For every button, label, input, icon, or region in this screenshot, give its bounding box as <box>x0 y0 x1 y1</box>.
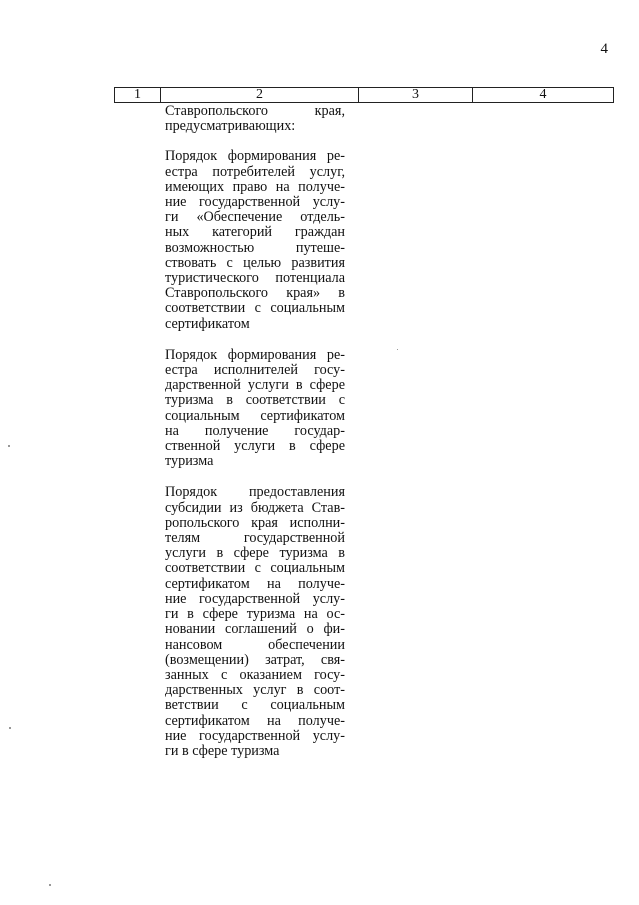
scan-speck <box>8 445 10 447</box>
paragraph-gap <box>165 469 345 485</box>
column-2-text <box>165 104 345 759</box>
paragraph-gap <box>165 332 345 348</box>
text-line: Порядок предоставления <box>165 484 345 501</box>
header-cell-1: 1 <box>115 88 161 102</box>
text-line: сертификатом на получе- <box>165 575 345 592</box>
text-line: дарственных услуг в соот- <box>165 682 345 699</box>
header-cell-4: 4 <box>539 87 547 102</box>
text-line: ропольского края исполни- <box>165 514 345 531</box>
text-line: соответствии с социальным <box>165 560 345 577</box>
text-line: Порядок формирования ре- <box>165 148 345 165</box>
header-cell-3: 3 <box>359 88 473 102</box>
text-line: сертификатом на получе- <box>165 712 345 729</box>
text-line: предусматривающих: <box>165 118 296 135</box>
scan-speck <box>9 727 11 729</box>
text-line: Порядок формирования ре- <box>165 346 345 363</box>
text-line: имеющих право на получе- <box>165 178 345 195</box>
text-line: телям государственной <box>165 530 345 547</box>
text-line: туризма в соответствии с <box>165 392 345 409</box>
text-line: ги «Обеспечение отдель- <box>165 209 345 226</box>
text-line: нансовом обеспечении <box>165 636 345 653</box>
paragraph-gap <box>165 134 345 149</box>
text-line: естра потребителей услуг, <box>165 163 345 180</box>
text-line: Ставропольского края, <box>165 103 345 119</box>
item-paragraph <box>165 149 345 331</box>
text-line: ствовать с целью развития <box>165 254 345 271</box>
text-line: естра исполнителей госу- <box>165 362 345 379</box>
text-line: сертификатом <box>165 315 250 332</box>
document-items <box>165 149 345 759</box>
text-line: услуги в сфере туризма в <box>165 545 345 562</box>
text-line: ственной услуги в сфере <box>165 438 345 455</box>
header-cell-2: 2 <box>161 88 359 102</box>
text-line: дарственной услуги в сфере <box>165 377 345 394</box>
text-line: Ставропольского края» в <box>165 285 345 302</box>
scan-speck <box>397 349 398 350</box>
text-line: ние государственной услу- <box>165 727 345 744</box>
text-line: ги в сфере туризма <box>165 742 280 759</box>
text-line: возможностью путеше- <box>165 239 345 256</box>
text-line: ние государственной услу- <box>165 194 345 211</box>
text-line: соответствии с социальным <box>165 300 345 317</box>
text-line: новании соглашений о фи- <box>165 621 345 638</box>
page-number: 4 <box>600 41 608 57</box>
item-paragraph <box>165 485 345 759</box>
intro-paragraph <box>165 104 345 134</box>
text-line: туристического потенциала <box>165 270 345 287</box>
text-line: социальным сертификатом <box>165 407 345 424</box>
text-line: ние государственной услу- <box>165 590 345 607</box>
text-line: ных категорий граждан <box>165 224 345 241</box>
text-line: занных с оказанием госу- <box>165 666 345 683</box>
text-line: ветствии с социальным <box>165 697 345 714</box>
text-line: субсидии из бюджета Став- <box>165 499 345 516</box>
text-line: на получение государ- <box>165 422 345 439</box>
text-line: (возмещении) затрат, свя- <box>165 651 345 668</box>
item-paragraph <box>165 348 345 470</box>
scan-speck <box>49 884 51 886</box>
text-line: туризма <box>165 453 214 470</box>
text-line: ги в сфере туризма на ос- <box>165 606 345 623</box>
table-header-row <box>114 87 614 103</box>
